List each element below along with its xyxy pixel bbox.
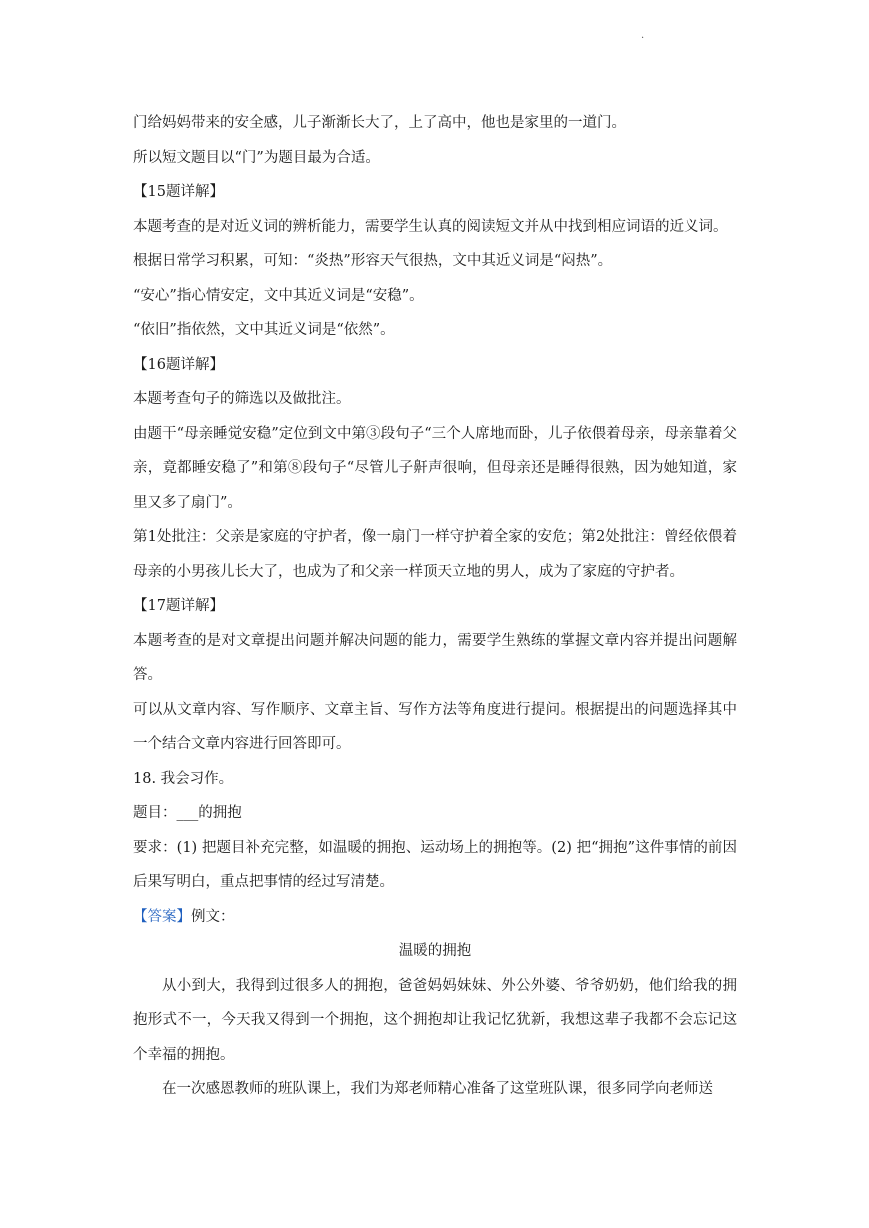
essay-paragraph: 从小到大，我得到过很多人的拥抱，爸爸妈妈妹妹、外公外婆、爷爷奶奶，他们给我的拥抱形式不一，今天我又得到一个拥抱，这个拥抱却让我记忆犹新，我想这辈子我都不会忘记这个幸福的拥抱。 xyxy=(133,977,737,1063)
text-line: 根据日常学习积累，可知：“炎热”形容天气很热，文中其近义词是“闷热”。 xyxy=(133,253,613,269)
answer-tag: 【答案】 xyxy=(133,908,191,925)
question-requirements: 要求：(1) 把题目补充完整，如温暖的拥抱、运动场上的拥抱等。(2) 把“拥抱”这件事情的前因后果写明白，重点把事情的经过写清楚。 xyxy=(133,839,737,890)
document-body xyxy=(133,106,737,1107)
text-line: 本题考查句子的筛选以及做批注。 xyxy=(133,391,351,407)
text-line: “依旧”指依然，文中其近义词是“依然”。 xyxy=(133,322,395,338)
answer-text: 例文： xyxy=(191,908,235,925)
text-line: 所以短文题目以“门”为题目最为合适。 xyxy=(133,149,380,166)
section-heading-16: 【16题详解】 xyxy=(133,356,224,373)
text-paragraph: 本题考查的是对文章提出问题并解决问题的能力，需要学生熟练的掌握文章内容并提出问题解答。 xyxy=(133,632,737,683)
essay-paragraph: 在一次感恩教师的班队课上，我们为郑老师精心准备了这堂班队课，很多同学向老师送 xyxy=(162,1081,713,1097)
question-topic: 题目：___的拥抱 xyxy=(133,805,242,821)
section-heading-17: 【17题详解】 xyxy=(133,598,224,614)
text-line: “安心”指心情安定，文中其近义词是“安稳”。 xyxy=(133,287,424,304)
answer-line xyxy=(133,900,737,935)
essay-title: 温暖的拥抱 xyxy=(398,943,472,959)
text-paragraph: 第1处批注：父亲是家庭的守护者，像一扇门一样守护着全家的安危；第2处批注：曾经依偎着母亲的小男孩儿长大了，也成为了和父亲一样顶天立地的男人，成为了家庭的守护者。 xyxy=(133,529,737,580)
question-heading-18: 18. 我会习作。 xyxy=(133,770,234,787)
section-heading-15: 【15题详解】 xyxy=(133,184,224,200)
header-mark: . xyxy=(641,30,645,41)
text-paragraph: 本题考查的是对近义词的辨析能力，需要学生认真的阅读短文并从中找到相应词语的近义词。 xyxy=(133,218,728,235)
text-line: 门给妈妈带来的安全感，儿子渐渐长大了，上了高中，他也是家里的一道门。 xyxy=(133,115,626,131)
text-paragraph: 可以从文章内容、写作顺序、文章主旨、写作方法等角度进行提问。根据提出的问题选择其中一个结合文章内容进行回答即可。 xyxy=(133,701,737,752)
text-paragraph: 由题干“母亲睡觉安稳”定位到文中第③段句子“三个人席地而卧，儿子依偎着母亲，母亲靠着父亲，竟都睡安稳了”和第⑧段句子“尽管儿子鼾声很响，但母亲还是睡得很熟，因为她知道，家里又多了扇门”。 xyxy=(133,425,737,511)
